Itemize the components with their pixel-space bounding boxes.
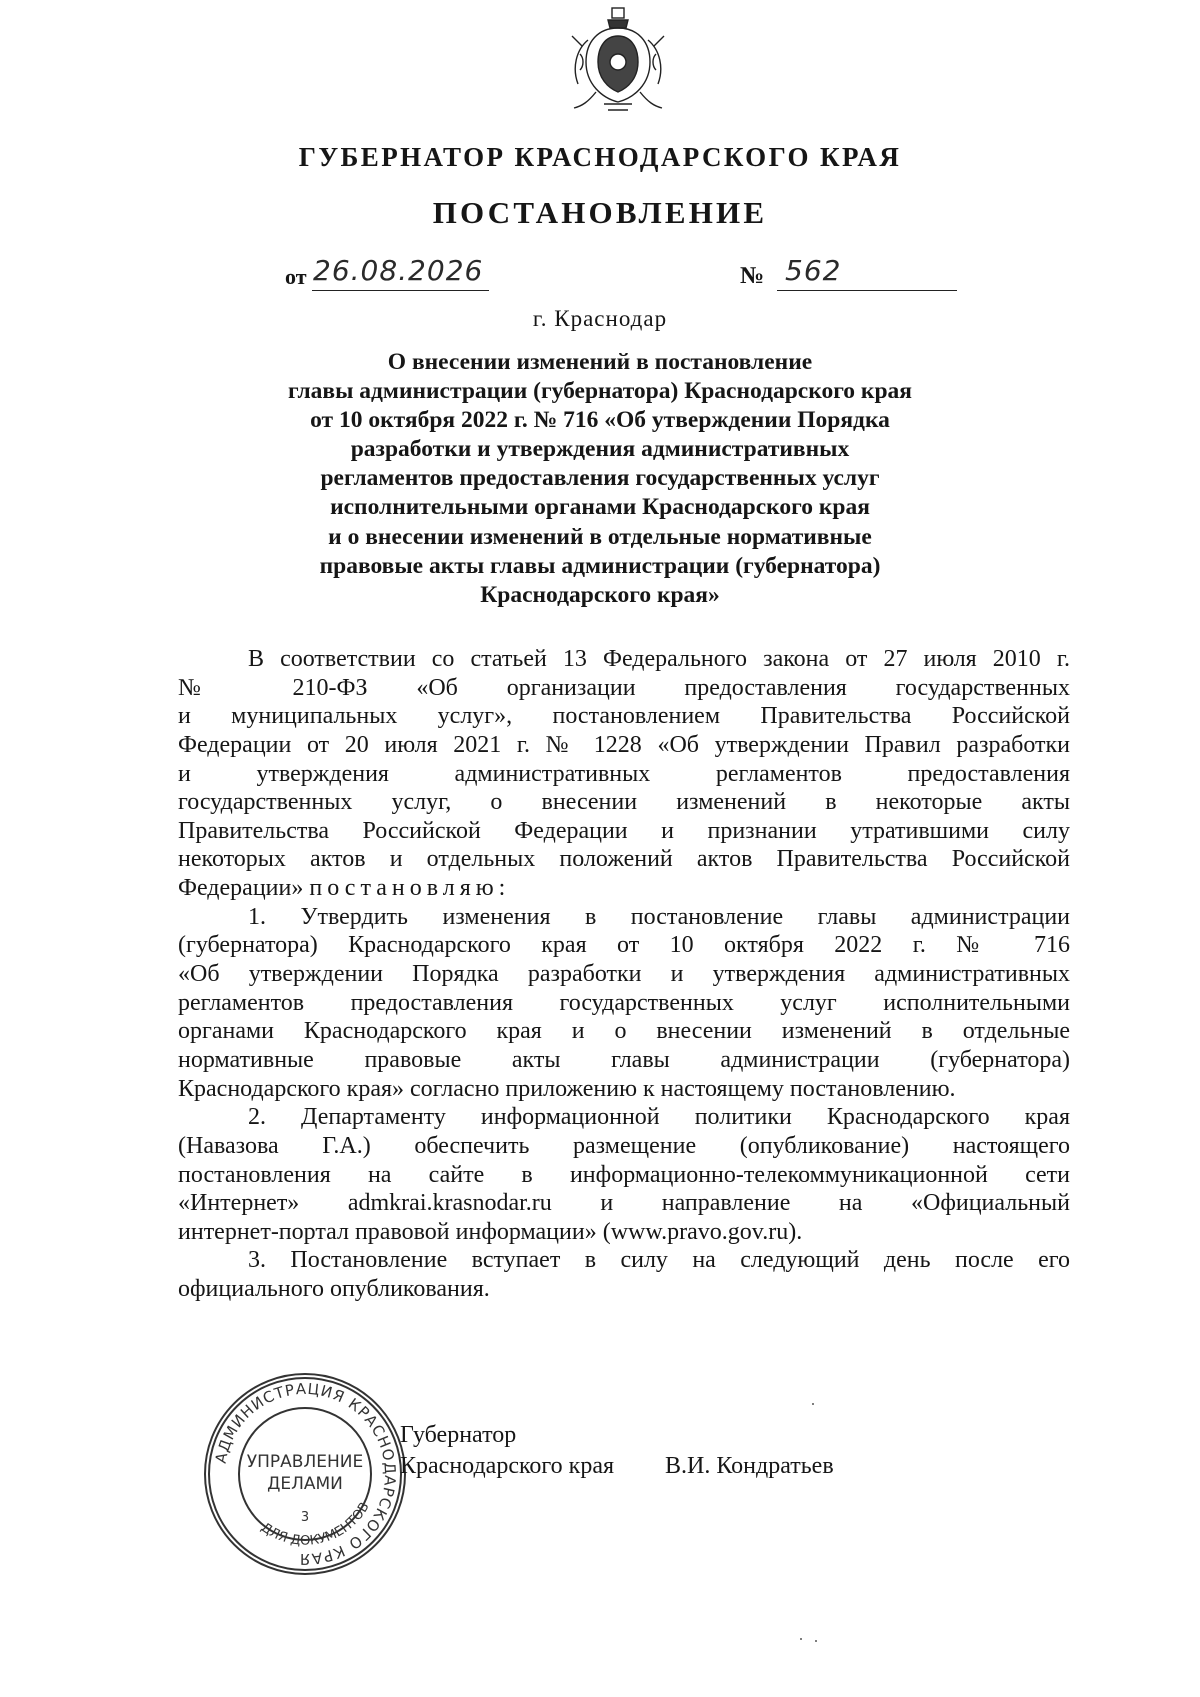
preamble-line: некоторых актов и отдельных положений актов Правительства Российской — [178, 846, 1070, 873]
preamble-line: Правительства Российской Федерации и признании утратившими силу — [178, 817, 1070, 844]
stamp-center-line2: ДЕЛАМИ — [267, 1474, 343, 1494]
item3-line: 3. Постановление вступает в силу на следующий день после его — [248, 1247, 1070, 1274]
city-line: г. Краснодар — [532, 306, 668, 331]
preamble-line: № 210-ФЗ «Об организации предоставления государственных — [178, 674, 1070, 701]
item2-line: 2. Департаменту информационной политики Краснодарского края — [248, 1104, 1070, 1131]
coat-of-arms-emblem — [568, 6, 668, 114]
preamble-line: Федерации от 20 июля 2021 г. № 1228 «Об утверждении Правил разработки — [178, 731, 1070, 758]
signatory-name: В.И. Кондратьев — [665, 1453, 834, 1479]
preamble-end-line — [178, 874, 1070, 903]
preamble-line: государственных услуг, о внесении изменений в некоторые акты — [178, 789, 1070, 816]
preamble-line: и утверждения административных регламентов предоставления — [178, 760, 1070, 787]
title-line: О внесении изменений в постановление — [387, 349, 813, 375]
date-underline — [312, 290, 489, 291]
speck — [800, 1638, 802, 1640]
item1-line: органами Краснодарского края и о внесении изменений в отдельные — [178, 1018, 1070, 1045]
title-line: Краснодарского края» — [480, 581, 720, 608]
title-line: разработки и утверждения административных — [350, 436, 850, 463]
item1-line: регламентов предоставления государственных услуг исполнительными — [178, 989, 1070, 1016]
document-title — [170, 348, 1030, 610]
issuing-authority: ГУБЕРНАТОР КРАСНОДАРСКОГО КРАЯ — [298, 142, 902, 172]
item2-line: «Интернет» admkrai.krasnodar.ru и направление на «Официальный — [178, 1190, 1070, 1217]
handwritten-date: 26.08.2026 — [313, 254, 484, 287]
signatory-role-line1: Губернатор — [400, 1422, 517, 1448]
number-underline — [777, 290, 957, 291]
title-line: исполнительными органами Краснодарского края — [330, 494, 870, 521]
stamp-center-line1: УПРАВЛЕНИЕ — [246, 1452, 364, 1472]
resolve-word: постановляю: — [309, 875, 511, 902]
item1-line: нормативные правовые акты главы администрации (губернатора) — [178, 1046, 1070, 1073]
item1-line: 1. Утвердить изменения в постановление главы администрации — [248, 903, 1070, 930]
number-label: № — [740, 263, 765, 289]
stamp-center-number: 3 — [300, 1510, 310, 1525]
preamble-end: Федерации» — [178, 875, 304, 902]
title-line: от 10 октября 2022 г. № 716 «Об утверждении Порядка — [310, 407, 890, 434]
item1-line: (губернатора) Краснодарского края от 10 октября 2022 г. № 716 — [178, 932, 1070, 959]
speck — [815, 1640, 817, 1642]
title-line: правовые акты главы администрации (губернатора) — [319, 552, 881, 579]
document-type: ПОСТАНОВЛЕНИЕ — [432, 195, 768, 230]
date-label: от — [285, 264, 307, 289]
item3-line: официального опубликования. — [178, 1276, 490, 1303]
official-stamp — [200, 1369, 410, 1579]
item1-line: «Об утверждении Порядка разработки и утверждения административных — [178, 961, 1070, 988]
date-number-line — [285, 254, 957, 298]
speck — [812, 1403, 814, 1405]
title-line: и о внесении изменений в отдельные нормативные — [328, 523, 872, 550]
handwritten-number: 562 — [785, 254, 842, 287]
title-line: регламентов предоставления государственных услуг — [320, 465, 880, 492]
title-line: главы администрации (губернатора) Краснодарского края — [287, 378, 913, 405]
stamp-ring-text: АДМИНИСТРАЦИЯ КРАСНОДАРСКОГО КРАЯ — [211, 1379, 400, 1569]
preamble-line: В соответствии со статьей 13 Федерального закона от 27 июля 2010 г. — [248, 646, 1070, 672]
preamble-line: и муниципальных услуг», постановлением Правительства Российской — [178, 703, 1070, 730]
item2-line: постановления на сайте в информационно-телекоммуникационной сети — [178, 1161, 1070, 1188]
item2-line: интернет-портал правовой информации» (www.pravo.gov.ru). — [178, 1218, 803, 1245]
document-body — [178, 645, 1070, 1304]
item2-line: (Навазова Г.А.) обеспечить размещение (опубликование) настоящего — [178, 1132, 1070, 1159]
item1-line: Краснодарского края» согласно приложению к настоящему постановлению. — [178, 1075, 956, 1102]
stamp-bottom-text: ДЛЯ ДОКУМЕНТОВ — [257, 1499, 373, 1549]
signatory-role-line2: Краснодарского края — [400, 1453, 615, 1479]
signatory-role — [400, 1420, 614, 1482]
